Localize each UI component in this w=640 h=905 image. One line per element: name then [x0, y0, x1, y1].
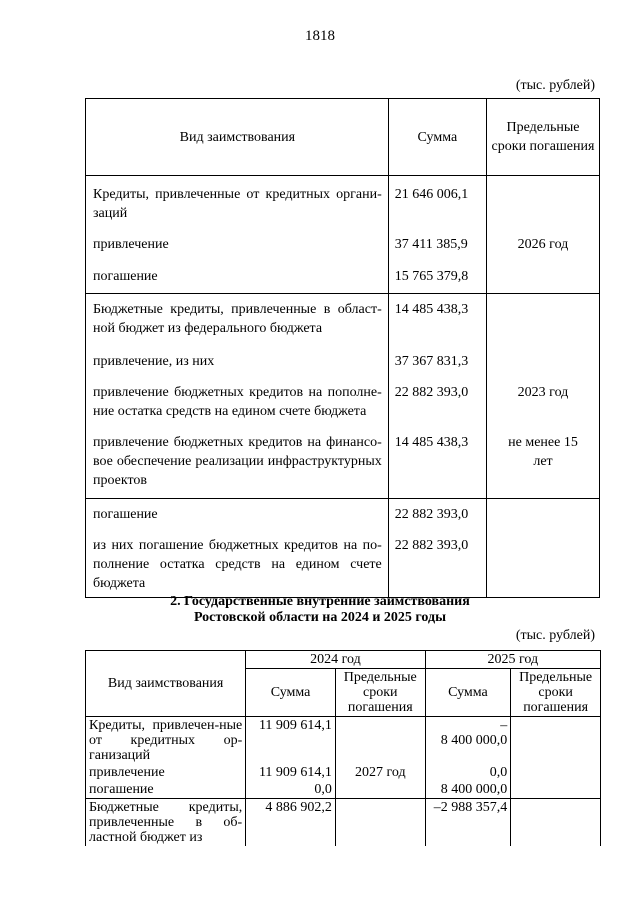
row-term-2025: [511, 799, 601, 847]
row-sum-2025: 0,0: [425, 764, 511, 781]
row-label: Кредиты, привлечен-ные от кредитных ор-ганизаций: [86, 717, 246, 765]
section-title-line-2: Ростовской области на 2024 и 2025 годы: [193, 610, 447, 625]
row-sum-2025-dash: –: [500, 718, 508, 733]
table-row: [86, 717, 601, 765]
row-sum-2024: 4 886 902,2: [246, 799, 336, 847]
units-label-1: (тыс. рублей): [515, 78, 595, 93]
header-year-2025: 2025 год: [425, 651, 600, 669]
header-type: Вид заимствования: [86, 651, 246, 717]
row-term-2025: [511, 764, 601, 781]
table-row: [86, 176, 600, 230]
row-term-2024: [335, 717, 425, 765]
header-term: Предельные сроки погашения: [486, 99, 599, 176]
row-sum: 22 882 393,0: [388, 499, 486, 531]
header-year-2024: 2024 год: [246, 651, 425, 669]
row-sum-2025: [425, 717, 511, 765]
units-label-2: (тыс. рублей): [515, 628, 595, 643]
table-row: [86, 530, 600, 598]
row-sum: 37 367 831,3: [388, 344, 486, 377]
row-label: Кредиты, привлеченные от кредитных органи-заций: [86, 176, 389, 230]
row-label: погашение: [86, 499, 389, 531]
table-row: [86, 799, 601, 847]
row-label: Бюджетные кредиты, привлеченные в об-ластной бюджет из: [86, 799, 246, 847]
row-sum: 21 646 006,1: [388, 176, 486, 230]
table-header-row: [86, 99, 600, 176]
row-term-2024: [335, 799, 425, 847]
row-term: [486, 499, 599, 531]
row-term: не менее 15 лет: [486, 427, 599, 499]
table-row: [86, 344, 600, 377]
row-term-2025: [511, 781, 601, 799]
row-term: [486, 344, 599, 377]
section-title-line-1: 2. Государственные внутренние заимствования: [170, 594, 470, 609]
row-label: привлечение: [86, 764, 246, 781]
table-row: [86, 499, 600, 531]
header-sum: Сумма: [388, 99, 486, 176]
header-type: Вид заимствования: [86, 99, 389, 176]
row-term: 2023 год: [486, 377, 599, 427]
header-term-2024: Предельные сроки погашения: [335, 669, 425, 717]
row-sum-2024: 0,0: [246, 781, 336, 799]
row-sum-2025: 8 400 000,0: [425, 781, 511, 799]
row-term-2025: [511, 717, 601, 765]
row-sum-2024: 11 909 614,1: [246, 717, 336, 765]
borrowings-table-2023: [85, 98, 600, 598]
header-term-2025: Предельные сроки погашения: [511, 669, 601, 717]
row-label: из них погашение бюджетных кредитов на по-полнение остатка средств на едином счете бюджета: [86, 530, 389, 598]
row-sum: 14 485 438,3: [388, 294, 486, 345]
table-row: [86, 427, 600, 499]
row-term: [486, 530, 599, 598]
row-label: привлечение бюджетных кредитов на финансо-вое обеспечение реализации инфраструктурных проектов: [86, 427, 389, 499]
row-sum-2025-value: 8 400 000,0: [440, 733, 508, 748]
row-term-2024: [335, 781, 425, 799]
row-sum: 22 882 393,0: [388, 530, 486, 598]
row-term: [486, 176, 599, 230]
row-label: погашение: [86, 781, 246, 799]
row-term: [486, 294, 599, 345]
header-sum-2025: Сумма: [425, 669, 511, 717]
table-row: [86, 781, 601, 799]
section-title: [0, 594, 640, 626]
row-sum-2024: 11 909 614,1: [246, 764, 336, 781]
row-label: привлечение бюджетных кредитов на пополне-ние остатка средств на едином счете бюджета: [86, 377, 389, 427]
page-number: 1818: [305, 28, 335, 44]
row-sum: 37 411 385,9: [388, 229, 486, 260]
table-header-row: [86, 651, 601, 669]
table-row: [86, 377, 600, 427]
row-label: привлечение: [86, 229, 389, 260]
table-row: [86, 229, 600, 260]
borrowings-table-2024-2025: [85, 650, 601, 846]
row-term: [486, 260, 599, 294]
row-label: погашение: [86, 260, 389, 294]
header-sum-2024: Сумма: [246, 669, 336, 717]
table-row: [86, 764, 601, 781]
row-term: 2026 год: [486, 229, 599, 260]
row-label: привлечение, из них: [86, 344, 389, 377]
row-sum-2025: –2 988 357,4: [425, 799, 511, 847]
table-row: [86, 260, 600, 294]
row-sum: 14 485 438,3: [388, 427, 486, 499]
row-term-2024: 2027 год: [335, 764, 425, 781]
row-sum: 22 882 393,0: [388, 377, 486, 427]
row-label: Бюджетные кредиты, привлеченные в област-ной бюджет из федерального бюджета: [86, 294, 389, 345]
table-row: [86, 294, 600, 345]
row-sum: 15 765 379,8: [388, 260, 486, 294]
